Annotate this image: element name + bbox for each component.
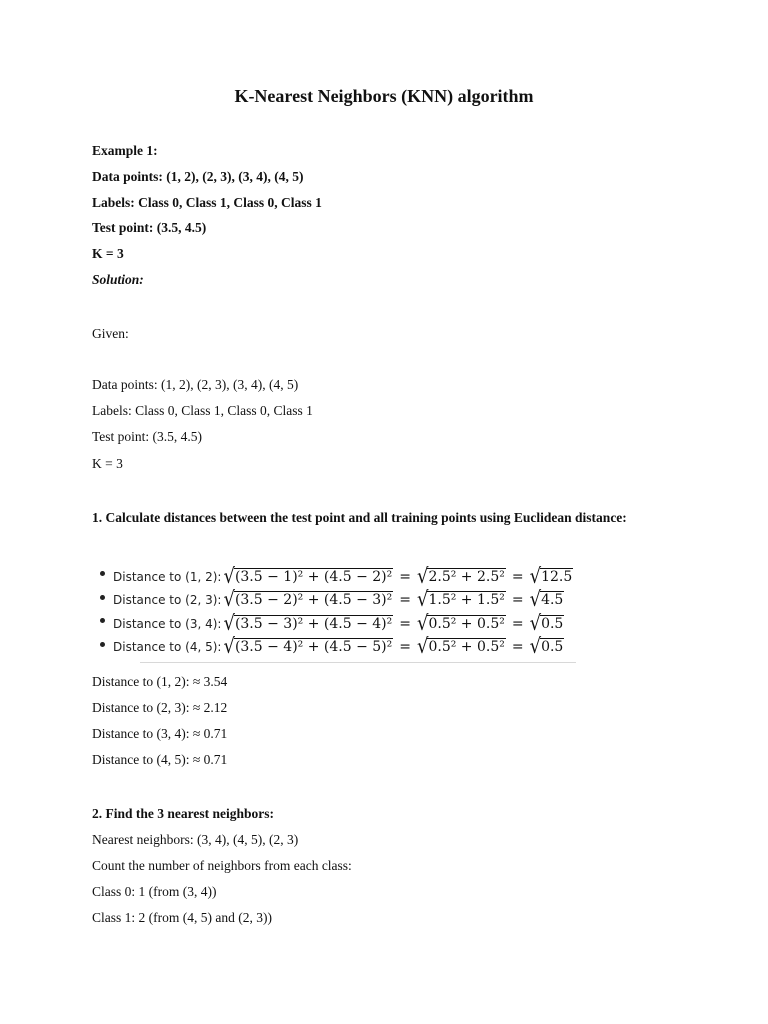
example-data-points: Data points: (1, 2), (2, 3), (3, 4), (4, 5) [92,169,304,184]
given-data-points: Data points: (1, 2), (2, 3), (3, 4), (4, 5) [92,377,299,392]
approx-distance-2: Distance to (2, 3): ≈ 2.12 [92,700,228,715]
document-title: K-Nearest Neighbors (KNN) algorithm [234,86,534,106]
formula-middle: 0.5² + 0.5² [428,615,505,632]
formula-result: 12.5 [541,568,573,585]
formula-radicand: (3.5 − 3)² + (4.5 − 4)² [234,615,393,632]
formula-expression: √ (3.5 − 1)² + (4.5 − 2)² = √ 2.5² + 2.5² = √ 12.5 [223,564,573,589]
solution-heading: Solution: [92,272,144,287]
given-labels: Labels: Class 0, Class 1, Class 0, Class 1 [92,403,313,418]
formula-middle: 0.5² + 0.5² [428,639,505,656]
example-test-point: Test point: (3.5, 4.5) [92,220,207,235]
formula-row [92,612,592,636]
approx-distance-3: Distance to (3, 4): ≈ 0.71 [92,726,228,741]
formula-row [92,565,592,589]
formula-label: Distance to (1, 2): [113,569,222,584]
given-k: K = 3 [92,456,123,471]
formula-label: Distance to (3, 4): [113,616,222,631]
nearest-neighbors: Nearest neighbors: (3, 4), (4, 5), (2, 3) [92,832,299,847]
class1-count: Class 1: 2 (from (4, 5) and (2, 3)) [92,910,272,925]
approx-distance-1: Distance to (1, 2): ≈ 3.54 [92,674,228,689]
given-test-point: Test point: (3.5, 4.5) [92,429,203,444]
formula-expression: √ (3.5 − 2)² + (4.5 − 3)² = √ 1.5² + 1.5² = √ 4.5 [223,587,564,612]
formula-expression: √ (3.5 − 4)² + (4.5 − 5)² = √ 0.5² + 0.5² = √ 0.5 [223,634,564,659]
count-instruction: Count the number of neighbors from each class: [92,858,352,873]
formula-row [92,589,592,613]
formula-label: Distance to (4, 5): [113,640,222,655]
formula-row [92,636,592,660]
example-labels: Labels: Class 0, Class 1, Class 0, Class 1 [92,195,322,210]
class0-count: Class 0: 1 (from (3, 4)) [92,884,217,899]
formula-radicand: (3.5 − 2)² + (4.5 − 3)² [234,592,393,609]
approx-distance-4: Distance to (4, 5): ≈ 0.71 [92,752,228,767]
example-heading: Example 1: [92,143,158,158]
formula-middle: 1.5² + 1.5² [428,592,505,609]
bullet-icon [100,595,105,600]
step1-heading: 1. Calculate distances between the test point and all training points using Euclidean distance: [92,510,627,525]
bullet-icon [100,571,105,576]
formula-expression: √ (3.5 − 3)² + (4.5 − 4)² = √ 0.5² + 0.5² = √ 0.5 [223,611,564,636]
step2-heading: 2. Find the 3 nearest neighbors: [92,806,275,821]
bullet-icon [100,618,105,623]
formula-middle: 2.5² + 2.5² [428,568,505,585]
given-heading: Given: [92,326,129,341]
formula-result: 0.5 [541,639,564,656]
formula-radicand: (3.5 − 4)² + (4.5 − 5)² [234,639,393,656]
formula-radicand: (3.5 − 1)² + (4.5 − 2)² [234,568,393,585]
formula-result: 4.5 [541,592,564,609]
formula-result: 0.5 [541,615,564,632]
example-k: K = 3 [92,246,124,261]
formula-label: Distance to (2, 3): [113,593,222,608]
bullet-icon [100,642,105,647]
distance-formula-list [92,565,592,659]
formula-image-edge [140,662,576,663]
